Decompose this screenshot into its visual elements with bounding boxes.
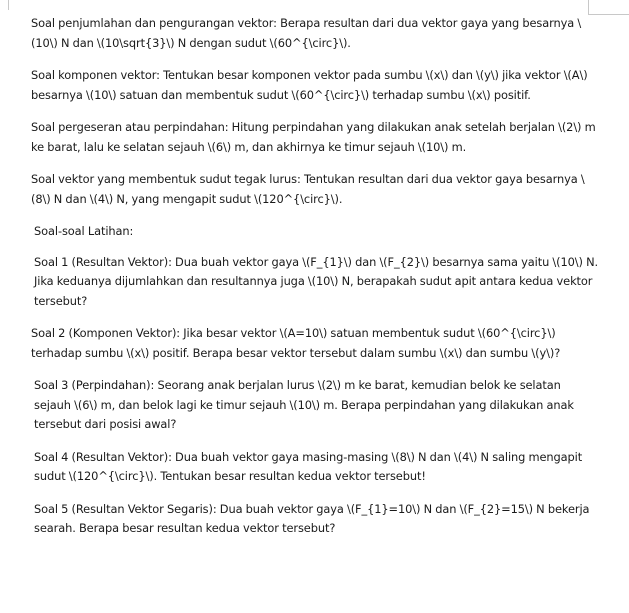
exercise-5: Soal 5 (Resultan Vektor Segaris): Dua buah vektor gaya \(F_{1}=10\) N dan \(F_{2}=15\) N bekerja searah. Berapa besar resultan kedua vektor tersebut?	[34, 501, 590, 535]
exercise-3: Soal 3 (Perpindahan): Seorang anak berjalan lurus \(2\) m ke barat, kemudian belok ke selatan sejauh \(6\) m, dan belok lagi ke timur sejauh \(10\) m. Berapa perpindahan yang dilakukan anak tersebut dari posisi awal?	[34, 378, 574, 431]
exercise-1: Soal 1 (Resultan Vektor): Dua buah vektor gaya \(F_{1}\) dan \(F_{2}\) besarnya sama yaitu \(10\) N. Jika keduanya dijumlahkan dan resultannya juga \(10\) N, berapakah sudut apit antara kedua vektor tersebut?	[34, 254, 599, 308]
paragraph-displacement: Soal pergeseran atau perpindahan: Hitung perpindahan yang dilakukan anak setelah berjalan \(2\) m ke barat, lalu ke selatan sejauh \(6\) m, dan akhirnya ke timur sejauh \(10\) m.	[31, 120, 596, 154]
exercise-2: Soal 2 (Komponen Vektor): Jika besar vektor \(A=10\) satuan membentuk sudut \(60^{\circ}\) terhadap sumbu \(x\) positif. Berapa besar vektor tersebut dalam sumbu \(x\) dan sumbu \(y\)?	[31, 326, 561, 360]
paragraph-vector-components: Soal komponen vektor: Tentukan besar komponen vektor pada sumbu \(x\) dan \(y\) jika vektor \(A\) besarnya \(10\) satuan dan membentuk sudut \(60^{\circ}\) terhadap sumbu \(x\) positif.	[31, 68, 588, 102]
paragraph-vector-addition: Soal penjumlahan dan pengurangan vektor: Berapa resultan dari dua vektor gaya yang besarnya \(10\) N dan \(10\sqrt{3}\) N dengan sudut \(60^{\circ}\).	[31, 16, 582, 50]
document-body	[31, 14, 599, 552]
exercises-heading: Soal-soal Latihan:	[34, 224, 134, 238]
paragraph-perpendicular-vectors: Soal vektor yang membentuk sudut tegak lurus: Tentukan resultan dari dua vektor gaya besarnya \(8\) N dan \(4\) N, yang mengapit sudut \(120^{\circ}\).	[31, 172, 585, 206]
page-corner-mark-right	[588, 0, 629, 15]
page-corner-mark-left	[0, 0, 9, 10]
exercise-4: Soal 4 (Resultan Vektor): Dua buah vektor gaya masing-masing \(8\) N dan \(4\) N saling mengapit sudut \(120^{\circ}\). Tentukan besar resultan kedua vektor tersebut!	[34, 449, 583, 483]
